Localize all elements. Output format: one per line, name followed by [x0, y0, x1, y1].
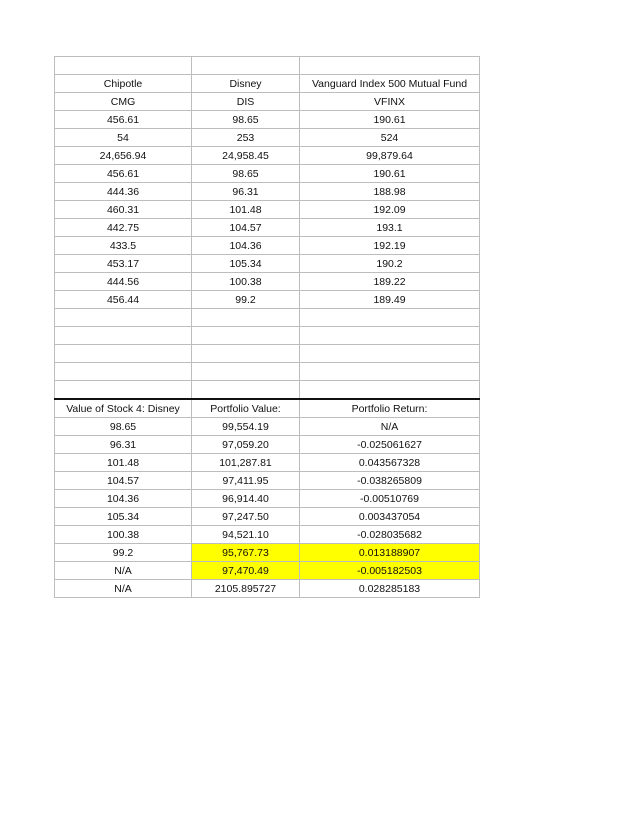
- table-cell[interactable]: -0.038265809: [300, 472, 480, 490]
- table-cell[interactable]: 104.57: [192, 219, 300, 237]
- table-cell[interactable]: Vanguard Index 500 Mutual Fund: [300, 75, 480, 93]
- table-row: [55, 219, 480, 237]
- table-cell[interactable]: [192, 381, 300, 400]
- table-cell[interactable]: 193.1: [300, 219, 480, 237]
- table-cell[interactable]: VFINX: [300, 93, 480, 111]
- table-cell[interactable]: [300, 327, 480, 345]
- table-cell[interactable]: Portfolio Value:: [192, 399, 300, 418]
- table-cell[interactable]: 96.31: [55, 436, 192, 454]
- table-row: [55, 237, 480, 255]
- table-cell[interactable]: 456.61: [55, 111, 192, 129]
- stock-data-section: [55, 57, 480, 400]
- spreadsheet-table: [54, 56, 480, 598]
- table-row: [55, 544, 480, 562]
- table-cell[interactable]: -0.025061627: [300, 436, 480, 454]
- table-cell[interactable]: 24,958.45: [192, 147, 300, 165]
- table-cell[interactable]: 442.75: [55, 219, 192, 237]
- table-row: [55, 562, 480, 580]
- table-row: [55, 129, 480, 147]
- table-row: [55, 454, 480, 472]
- table-cell[interactable]: [55, 345, 192, 363]
- table-cell[interactable]: [192, 363, 300, 381]
- table-cell[interactable]: 433.5: [55, 237, 192, 255]
- table-cell[interactable]: [300, 363, 480, 381]
- table-cell[interactable]: 100.38: [192, 273, 300, 291]
- table-cell[interactable]: 0.043567328: [300, 454, 480, 472]
- table-cell[interactable]: 99,554.19: [192, 418, 300, 436]
- table-row: [55, 490, 480, 508]
- table-cell[interactable]: -0.028035682: [300, 526, 480, 544]
- table-cell[interactable]: 460.31: [55, 201, 192, 219]
- table-row: [55, 255, 480, 273]
- table-row: [55, 363, 480, 381]
- table-cell[interactable]: 101,287.81: [192, 454, 300, 472]
- table-cell[interactable]: [192, 309, 300, 327]
- table-cell[interactable]: 189.49: [300, 291, 480, 309]
- table-cell[interactable]: -0.00510769: [300, 490, 480, 508]
- table-cell[interactable]: 98.65: [192, 111, 300, 129]
- table-cell[interactable]: -0.005182503: [300, 562, 480, 580]
- table-cell[interactable]: Value of Stock 4: Disney: [55, 399, 192, 418]
- table-row: [55, 309, 480, 327]
- table-cell[interactable]: [192, 57, 300, 75]
- table-cell[interactable]: 54: [55, 129, 192, 147]
- table-cell[interactable]: [300, 345, 480, 363]
- table-cell[interactable]: 99.2: [192, 291, 300, 309]
- portfolio-section: [55, 399, 480, 598]
- table-cell[interactable]: N/A: [300, 418, 480, 436]
- table-cell[interactable]: 453.17: [55, 255, 192, 273]
- table-cell[interactable]: 105.34: [192, 255, 300, 273]
- table-cell[interactable]: Chipotle: [55, 75, 192, 93]
- table-cell[interactable]: 190.61: [300, 165, 480, 183]
- table-cell[interactable]: [300, 381, 480, 400]
- table-cell[interactable]: [55, 381, 192, 400]
- table-cell[interactable]: [300, 57, 480, 75]
- table-cell[interactable]: 104.57: [55, 472, 192, 490]
- table-cell[interactable]: 98.65: [192, 165, 300, 183]
- table-cell[interactable]: [192, 327, 300, 345]
- table-cell[interactable]: [55, 57, 192, 75]
- table-row: [55, 291, 480, 309]
- table-row: [55, 345, 480, 363]
- table-row: [55, 508, 480, 526]
- table-cell[interactable]: 98.65: [55, 418, 192, 436]
- table-cell[interactable]: Disney: [192, 75, 300, 93]
- table-cell[interactable]: 0.013188907: [300, 544, 480, 562]
- table-row: [55, 381, 480, 400]
- table-row: [55, 75, 480, 93]
- table-cell[interactable]: [300, 309, 480, 327]
- table-row: [55, 201, 480, 219]
- table-cell[interactable]: 188.98: [300, 183, 480, 201]
- table-cell[interactable]: 101.48: [55, 454, 192, 472]
- table-cell[interactable]: 444.36: [55, 183, 192, 201]
- table-row: [55, 436, 480, 454]
- table-cell[interactable]: 0.003437054: [300, 508, 480, 526]
- table-cell[interactable]: N/A: [55, 580, 192, 598]
- table-row: [55, 273, 480, 291]
- table-cell[interactable]: 100.38: [55, 526, 192, 544]
- table-cell[interactable]: N/A: [55, 562, 192, 580]
- table-row: [55, 580, 480, 598]
- table-cell[interactable]: 253: [192, 129, 300, 147]
- table-cell[interactable]: 96,914.40: [192, 490, 300, 508]
- table-cell[interactable]: 190.2: [300, 255, 480, 273]
- table-cell[interactable]: 189.22: [300, 273, 480, 291]
- table-cell[interactable]: DIS: [192, 93, 300, 111]
- table-cell[interactable]: 104.36: [55, 490, 192, 508]
- table-cell[interactable]: 105.34: [55, 508, 192, 526]
- table-cell[interactable]: 2105.895727: [192, 580, 300, 598]
- table-cell[interactable]: 104.36: [192, 237, 300, 255]
- table-cell[interactable]: 97,059.20: [192, 436, 300, 454]
- table-cell[interactable]: 192.09: [300, 201, 480, 219]
- table-cell[interactable]: 96.31: [192, 183, 300, 201]
- table-row: [55, 93, 480, 111]
- table-cell[interactable]: 99.2: [55, 544, 192, 562]
- table-cell[interactable]: 190.61: [300, 111, 480, 129]
- table-row: [55, 399, 480, 418]
- table-cell[interactable]: 524: [300, 129, 480, 147]
- table-cell[interactable]: 192.19: [300, 237, 480, 255]
- table-cell[interactable]: 101.48: [192, 201, 300, 219]
- table-row: [55, 165, 480, 183]
- table-cell[interactable]: 456.44: [55, 291, 192, 309]
- table-cell[interactable]: Portfolio Return:: [300, 399, 480, 418]
- table-cell[interactable]: 0.028285183: [300, 580, 480, 598]
- table-cell[interactable]: [55, 309, 192, 327]
- table-row: [55, 472, 480, 490]
- table-cell[interactable]: CMG: [55, 93, 192, 111]
- table-cell[interactable]: 97,411.95: [192, 472, 300, 490]
- table-cell[interactable]: 99,879.64: [300, 147, 480, 165]
- table-row: [55, 111, 480, 129]
- table-cell[interactable]: 24,656.94: [55, 147, 192, 165]
- table-row: [55, 183, 480, 201]
- table-cell[interactable]: 97,470.49: [192, 562, 300, 580]
- table-row: [55, 327, 480, 345]
- table-row: [55, 57, 480, 75]
- table-cell[interactable]: 95,767.73: [192, 544, 300, 562]
- table-cell[interactable]: 97,247.50: [192, 508, 300, 526]
- table-cell[interactable]: 456.61: [55, 165, 192, 183]
- table-cell[interactable]: [55, 363, 192, 381]
- table-cell[interactable]: [55, 327, 192, 345]
- table-cell[interactable]: 94,521.10: [192, 526, 300, 544]
- table-row: [55, 418, 480, 436]
- table-cell[interactable]: [192, 345, 300, 363]
- table-row: [55, 147, 480, 165]
- table-cell[interactable]: 444.56: [55, 273, 192, 291]
- table-row: [55, 526, 480, 544]
